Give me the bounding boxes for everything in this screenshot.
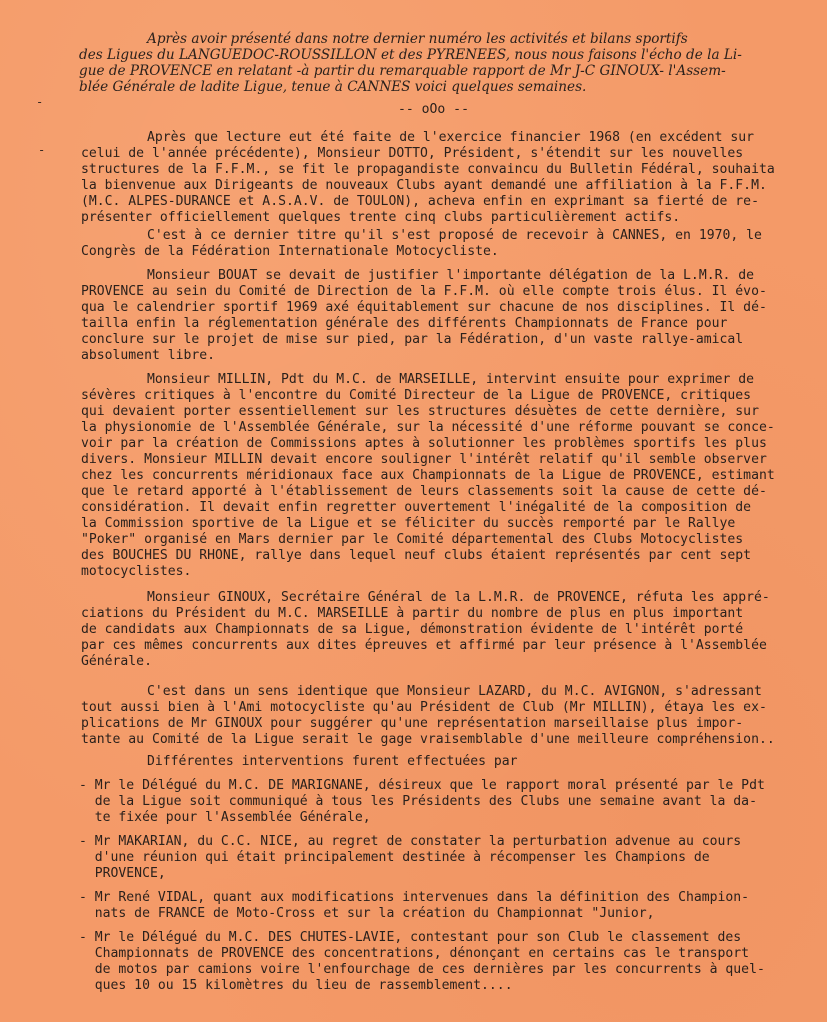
list-item-line: d'une réunion qui était principalement destinée à récompenser les Champions de [79,850,710,865]
text-line: présenter officiellement quelques trente cinq clubs particulièrement actifs. [81,210,681,225]
text-line: (M.C. ALPES-DURANCE et A.S.A.V. de TOULON), acheva enfin en exprimant sa fierté de re- [81,194,759,209]
intro-line: gue de PROVENCE en relatant -à partir du remarquable rapport de Mr J-C GINOUX- l'Assem- [79,63,726,79]
text-line: motocyclistes. [81,564,192,579]
intro-line: Après avoir présenté dans notre dernier numéro les activités et bilans sportifs [147,31,688,47]
text-line: conclure sur le projet de mise sur pied, par la Fédération, d'un vaste rallye-amical [81,332,744,347]
list-item-line: - Mr le Délégué du M.C. DE MARIGNANE, désireux que le rapport moral présenté par le Pdt [79,778,765,793]
text-line: Monsieur BOUAT se devait de justifier l'importante délégation de la L.M.R. de [147,268,754,283]
list-item-line: ques 10 ou 15 kilomètres du lieu de rassemblement.... [79,978,513,993]
text-line: Monsieur MILLIN, Pdt du M.C. de MARSEILLE, intervint ensuite pour exprimer de [147,372,754,387]
text-line: "Poker" organisé en Mars dernier par le Comité départemental des Clubs Motocyclistes [81,532,744,547]
text-line: ciations du Président du M.C. MARSEILLE à partir du nombre de plus en plus important [81,606,744,621]
text-line: que le retard apporté à l'établissement de leurs classements soit la cause de cette dé- [81,484,767,499]
list-item-line: - Mr René VIDAL, quant aux modifications intervenues dans la définition des Champion- [79,890,750,905]
text-line: tailla enfin la réglementation générale des différents Championnats de France pour [81,316,728,331]
text-line: divers. Monsieur MILLIN devait encore souligner l'intérêt relatif qu'il semble observer [81,452,767,467]
text-line: la Commission sportive de la Ligue et se féliciter du succès remporté par le Rallye [81,516,736,531]
text-line: la physionomie de l'Assemblée Générale, sur la nécessité d'une réforme pouvant se conce- [81,420,775,435]
list-item-line: te fixée pour l'Assemblée Générale, [79,810,371,825]
text-line: Monsieur GINOUX, Secrétaire Général de la L.M.R. de PROVENCE, réfuta les appré- [147,590,770,605]
intro-line: blée Générale de ladite Ligue, tenue à CANNES voici quelques semaines. [79,79,587,95]
text-line: de candidats aux Championnats de sa Ligue, démonstration évidente de l'intérêt porté [81,622,744,637]
text-line: tout aussi bien à l'Ami motocycliste qu'au Président de Club (Mr MILLIN), étaya les ex- [81,700,767,715]
text-line: la bienvenue aux Dirigeants de nouveaux Clubs ayant demandé une affiliation à la F.F.M. [81,178,767,193]
list-item-line: nats de FRANCE de Moto-Cross et sur la création du Championnat "Junior, [79,906,655,921]
text-line: considération. Il devait enfin regretter ouvertement l'inégalité de la composition de [81,500,752,515]
text-line: absolument libre. [81,348,216,363]
text-line: Différentes interventions furent effectuées par [147,754,518,769]
text-line: des BOUCHES DU RHONE, rallye dans lequel neuf clubs étaient représentés par cent sept [81,548,752,563]
text-line: Générale. [81,654,152,669]
separator: -- oOo -- [398,102,469,117]
text-line: chez les concurrents méridionaux face aux Championnats de la Ligue de PROVENCE, estimant [81,468,775,483]
list-item-line: - Mr MAKARIAN, du C.C. NICE, au regret de constater la perturbation advenue au cours [79,834,742,849]
list-item-line: de motos par camions voire l'enfourchage de ces dernières par les concurrents à quel- [79,962,765,977]
text-line: C'est à ce dernier titre qu'il s'est proposé de recevoir à CANNES, en 1970, le [147,228,762,243]
punch-mark: - [38,143,46,157]
punch-mark: - [36,95,44,109]
intro-line: des Ligues du LANGUEDOC-ROUSSILLON et des PYRENEES, nous nous faisons l'écho de la Li- [79,47,742,63]
text-line: sévères critiques à l'encontre du Comité Directeur de la Ligue de PROVENCE, critiques [81,388,752,403]
text-line: PROVENCE au sein du Comité de Direction de la F.F.M. où elle compte trois élus. Il évo- [81,284,767,299]
text-line: plications de Mr GINOUX pour suggérer qu'une représentation marseillaise plus impor- [81,716,744,731]
text-line: qua le calendrier sportif 1969 axé équitablement sur chacune de nos disciplines. Il dé- [81,300,767,315]
text-line: voir par la création de Commissions aptes à solutionner les problèmes sportifs les plus [81,436,767,451]
text-line: qui devaient porter essentiellement sur les structures désuètes de cette dernière, sur [81,404,759,419]
text-line: Après que lecture eut été faite de l'exercice financier 1968 (en excédent sur [147,130,754,145]
list-item-line: de la Ligue soit communiqué à tous les Présidents des Clubs une semaine avant la da- [79,794,757,809]
list-item-line: Championnats de PROVENCE des concentrations, dénonçant en certains cas le transport [79,946,750,961]
text-line: par ces mêmes concurrents aux dites épreuves et affirmé par leur présence à l'Assemblée [81,638,767,653]
list-item-line: PROVENCE, [79,866,166,881]
list-item-line: - Mr le Délégué du M.C. DES CHUTES-LAVIE, contestant pour son Club le classement des [79,930,742,945]
text-line: Congrès de la Fédération Internationale Motocycliste. [81,244,499,259]
text-line: tante au Comité de la Ligue serait le gage vraisemblable d'une meilleure compréhension.. [81,732,775,747]
text-line: structures de la F.F.M., se fit le propagandiste convaincu du Bulletin Fédéral, souhaita [81,162,775,177]
text-line: C'est dans un sens identique que Monsieur LAZARD, du M.C. AVIGNON, s'adressant [147,684,762,699]
text-line: celui de l'année précédente), Monsieur DOTTO, Président, s'étendit sur les nouvelles [81,146,744,161]
